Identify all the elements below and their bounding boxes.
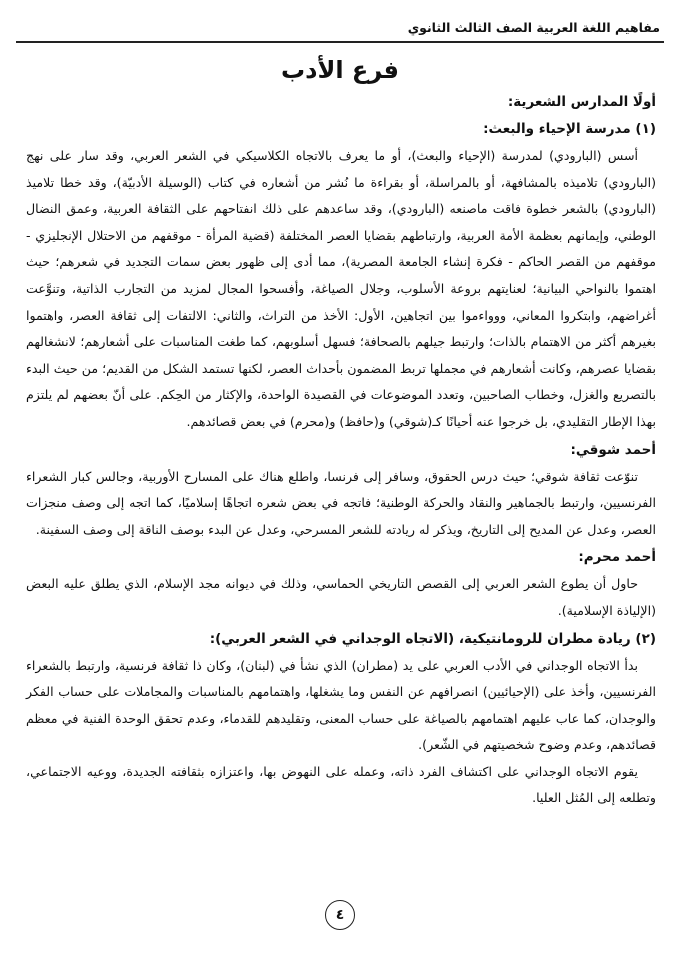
page-number: ٤ — [325, 900, 355, 930]
main-content — [26, 92, 656, 812]
section-heading: أولًا المدارس الشعرية: — [507, 94, 656, 110]
page-title: فرع الأدب — [281, 56, 399, 84]
moharram-heading: أحمد محرم: — [578, 549, 656, 566]
page-header: مفاهيم اللغة العربية الصف الثالث الثانوي — [407, 20, 660, 35]
shawqi-paragraph: تنوّعت ثقافة شوقي؛ حيث درس الحقوق، وسافر إلى فرنسا، واطلع هناك على المسارح الأوربية، وجالس كبار الشعراء الفرنسيين، وارتبط بالجماهير والنقاد والحركة الوطنية؛ فاتجه في بعض شعره اتجاهًا إسلاميًا، كما اتجه إلى وصف منجزات العصر، وعدل عن المديح إلى التاريخ، ويذكر له ريادته للشعر المسرحي، وعدل عن البدء بوصف الناقة إلى وصف السفينة. — [26, 468, 656, 537]
school1-heading: (١) مدرسة الإحياء والبعث: — [483, 121, 656, 137]
school2-heading: (٢) ريادة مطران للرومانتيكية، (الاتجاه الوجداني في الشعر العربي): — [209, 630, 656, 647]
school1-paragraph: أسس (البارودي) لمدرسة (الإحياء والبعث)، أو ما يعرف بالاتجاه الكلاسيكي في الشعر العربي، وقد سار على نهج (البارودي) تلاميذه بالمشافهة، أو بالمراسلة، أو بقراءة ما نُشر من أشعاره في كتاب (الوسيلة الأدبيّة)، وقد خطا تلاميذ (البارودي) بالشعر خطوة فاقت ماصنعه (البارودي)، وقد ساعدهم على ذلك انفتاحهم على الثقافة العربية، وعمق النضال الوطني، وإيمانهم بعظمة الأمة العربية، وارتباطهم بقضايا العصر المختلفة (قضية المرأة - موقفهم من الاحتلال الإنجليزي - موقفهم من القصر الحاكم - فكرة إنشاء الجامعة المصرية)، مما أدى إلى ظهور بعض سمات التجديد في شعرهم؛ حيث اهتموا بالنواحي البيانية؛ لعنايتهم بروعة الأسلوب، وجلال الصياغة، وأفسحوا المجال لمزيد من التجارب الذاتية، وتنوَّعت أغراضهم، وابتكروا المعاني، ووواءموا بين اتجاهين، الأول: الأخذ من التراث، والثاني: الالتفات إلى ثقافة العصر، واهتموا بغيرهم أكثر من الاهتمام بالذات؛ وارتبط جيلهم بالصحافة؛ فسهل أسلوبهم، كما طغت المناسبات على أشعارهم؛ لانشغالهم بقضايا عصرهم، وكانت أشعارهم في مجملها تربط المضمون بأحداث العصر، لكنها تستمد الشكل من القديم؛ من حيث البدء بالتصريع والغزل، وخطاب الصاحبين، وتعدد الموضوعات في القصيدة الواحدة، والإكثار من الحِكم. على أنّ بعضهم لم يلتزم بهذا الإطار التقليدي، بل خرجوا عنه أحيانًا كـ(شوقي) و(حافظ) و(محرم) في بعض قصائدهم. — [26, 148, 656, 429]
moharram-paragraph: حاول أن يطوع الشعر العربي إلى القصص التاريخي الحماسي، وذلك في ديوانه مجد الإسلام، الذي يطلق عليه البعض (الإلياذة الإسلامية). — [26, 576, 656, 618]
school2-paragraph-1: بدأ الاتجاه الوجداني في الأدب العربي على يد (مطران) الذي نشأ في (لبنان)، وكان ذا ثقافة فرنسية، وارتبط بالشعراء الفرنسيين، وأخذ على (الإحيائيين) انصرافهم عن النفس وما يشغلها، واهتمامهم بالمناسبات والمجاملات على حساب الفكر والوجدان، كما عاب عليهم اهتمامهم بالصياغة على حساب المعنى، وتقليدهم للقدماء، وعدم تحقق الوحدة الفنية في معظم قصائدهم، وعدم وضوح شخصيتهم في الشّعر). — [26, 657, 656, 753]
shawqi-heading: أحمد شوقي: — [570, 441, 656, 458]
school2-paragraph-2: يقوم الاتجاه الوجداني على اكتشاف الفرد ذاته، وعمله على النهوض بها، واعتزازه بثقافته الجديدة، ووعيه الاجتماعي، وتطلعه إلى المُثل العليا. — [26, 763, 656, 806]
header-divider — [16, 41, 664, 43]
